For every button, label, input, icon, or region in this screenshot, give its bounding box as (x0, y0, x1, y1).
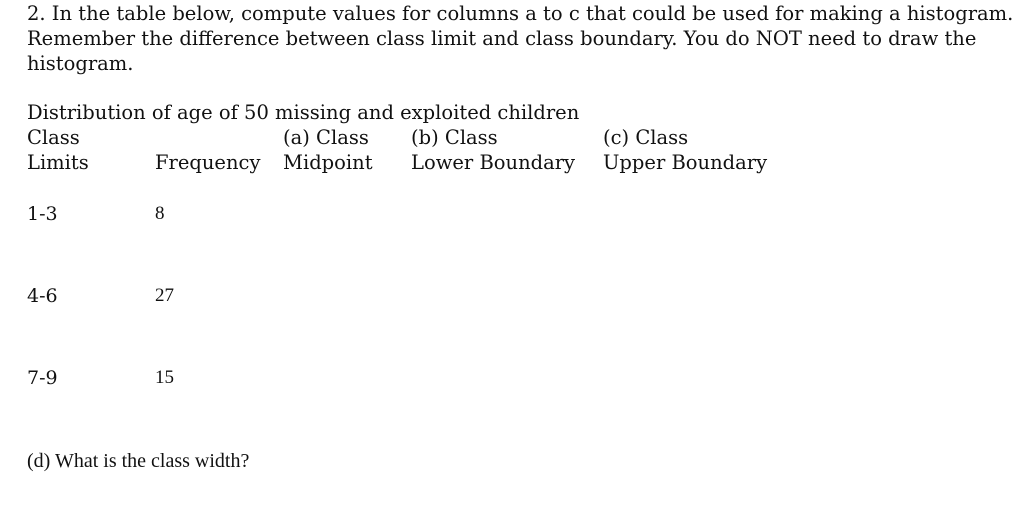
header-upper-boundary-line1: (c) Class (603, 126, 689, 149)
row-2-frequency: 27 (155, 285, 174, 306)
header-lower-boundary-line1: (b) Class (411, 126, 498, 149)
question-line-3: histogram. (27, 52, 134, 75)
header-frequency: Frequency (155, 151, 261, 174)
row-1-frequency: 8 (155, 203, 165, 224)
part-d-question: (d) What is the class width? (27, 450, 250, 472)
header-midpoint-line2: Midpoint (283, 151, 373, 174)
row-3-class-limit: 7-9 (27, 367, 58, 389)
header-lower-boundary-line2: Lower Boundary (411, 151, 576, 174)
header-class-limits-line2: Limits (27, 151, 89, 174)
question-line-2: Remember the difference between class limit and class boundary. You do NOT need to draw the (27, 27, 977, 50)
header-midpoint-line1: (a) Class (283, 126, 369, 149)
row-1-class-limit: 1-3 (27, 203, 58, 225)
header-upper-boundary-line2: Upper Boundary (603, 151, 768, 174)
table-title: Distribution of age of 50 missing and exploited children (27, 101, 580, 124)
question-line-1: 2. In the table below, compute values for columns a to c that could be used for making a histogram. (27, 2, 1014, 25)
row-2-class-limit: 4-6 (27, 285, 58, 307)
row-3-frequency: 15 (155, 367, 174, 388)
header-class-limits-line1: Class (27, 126, 80, 149)
